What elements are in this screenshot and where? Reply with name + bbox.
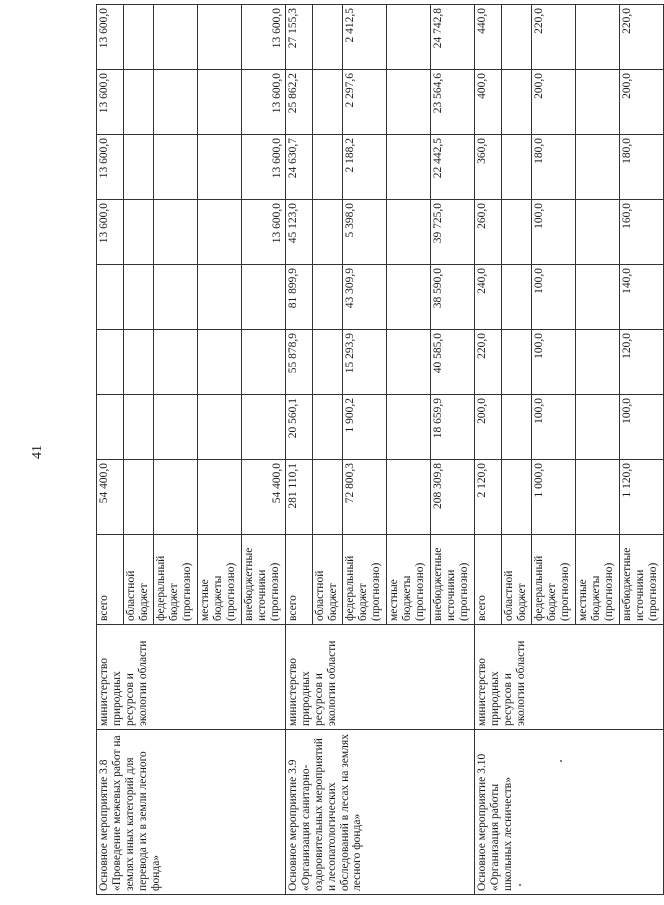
year-amount-cell <box>242 265 286 330</box>
year-amount-cell: 5 398,0 <box>343 200 387 265</box>
year-amount-cell <box>387 70 431 135</box>
year-amount-cell: 22 442,5 <box>431 135 475 200</box>
scan-speck <box>519 884 521 886</box>
year-amount-cell: 200,0 <box>532 70 576 135</box>
year-amount-cell <box>576 200 620 265</box>
year-amount-cell <box>502 5 532 70</box>
year-amount-cell <box>313 265 343 330</box>
financing-table <box>96 4 664 895</box>
rotated-table-region <box>96 8 659 895</box>
year-amount-cell: 55 878,9 <box>286 330 313 395</box>
total-amount-cell <box>154 460 198 535</box>
year-amount-cell <box>124 70 154 135</box>
year-amount-cell <box>576 395 620 460</box>
page-number: 41 <box>30 445 45 459</box>
year-amount-cell: 2 297,6 <box>343 70 387 135</box>
year-amount-cell: 100,0 <box>532 395 576 460</box>
year-amount-cell <box>97 265 124 330</box>
year-amount-cell: 15 293,9 <box>343 330 387 395</box>
year-amount-cell <box>313 395 343 460</box>
total-amount-cell: 208 309,8 <box>431 460 475 535</box>
year-amount-cell: 13 600,0 <box>97 70 124 135</box>
year-amount-cell <box>124 330 154 395</box>
funding-source-cell: всего <box>97 535 124 625</box>
total-amount-cell: 281 110,1 <box>286 460 313 535</box>
activity-name-cell: Основное мероприятие 3.10 «Организация работы школьных лесничеств» <box>475 730 664 895</box>
funding-source-cell: внебюджетные источники (прогнозно) <box>242 535 286 625</box>
year-amount-cell: 39 725,0 <box>431 200 475 265</box>
year-amount-cell <box>242 330 286 395</box>
year-amount-cell: 20 560,1 <box>286 395 313 460</box>
year-amount-cell <box>313 135 343 200</box>
year-amount-cell <box>313 5 343 70</box>
year-amount-cell: 23 564,6 <box>431 70 475 135</box>
year-amount-cell <box>124 265 154 330</box>
table-row <box>475 5 502 895</box>
year-amount-cell <box>198 395 242 460</box>
year-amount-cell: 2 412,5 <box>343 5 387 70</box>
year-amount-cell: 1 900,2 <box>343 395 387 460</box>
year-amount-cell: 120,0 <box>620 330 664 395</box>
executor-cell: министерство природных ресурсов и экологии области <box>475 625 664 730</box>
year-amount-cell: 18 659,9 <box>431 395 475 460</box>
year-amount-cell: 45 123,0 <box>286 200 313 265</box>
year-amount-cell: 160,0 <box>620 200 664 265</box>
year-amount-cell: 180,0 <box>532 135 576 200</box>
year-amount-cell <box>576 265 620 330</box>
activity-name-cell: Основное мероприятие 3.9 «Организация санитарно-оздоровительных мероприятий и лесопатологических обследований в лесах на землях лесного фонда» <box>286 730 475 895</box>
funding-source-cell: федеральный бюджет (прогнозно) <box>532 535 576 625</box>
year-amount-cell: 100,0 <box>532 330 576 395</box>
year-amount-cell <box>387 330 431 395</box>
year-amount-cell <box>198 5 242 70</box>
year-amount-cell: 100,0 <box>532 200 576 265</box>
total-amount-cell: 54 400,0 <box>242 460 286 535</box>
year-amount-cell <box>198 330 242 395</box>
funding-source-cell: всего <box>286 535 313 625</box>
year-amount-cell <box>198 200 242 265</box>
year-amount-cell: 13 600,0 <box>242 200 286 265</box>
year-amount-cell: 400,0 <box>475 70 502 135</box>
executor-cell: министерство природных ресурсов и экологии области <box>97 625 286 730</box>
year-amount-cell: 100,0 <box>620 395 664 460</box>
funding-source-cell: областной бюджет <box>502 535 532 625</box>
year-amount-cell: 25 862,2 <box>286 70 313 135</box>
year-amount-cell: 24 742,8 <box>431 5 475 70</box>
total-amount-cell: 1 120,0 <box>620 460 664 535</box>
year-amount-cell <box>576 5 620 70</box>
funding-source-cell: местные бюджеты (прогнозно) <box>198 535 242 625</box>
year-amount-cell: 220,0 <box>532 5 576 70</box>
year-amount-cell <box>198 135 242 200</box>
total-amount-cell <box>387 460 431 535</box>
year-amount-cell: 81 899,9 <box>286 265 313 330</box>
activity-name-cell: Основное мероприятие 3.8 «Проведение межевых работ на землях иных категорий для перевода их в земли лесного фонда» <box>97 730 286 895</box>
year-amount-cell <box>154 265 198 330</box>
year-amount-cell <box>313 70 343 135</box>
year-amount-cell <box>313 330 343 395</box>
year-amount-cell: 43 309,9 <box>343 265 387 330</box>
funding-source-cell: федеральный бюджет (прогнозно) <box>343 535 387 625</box>
year-amount-cell <box>502 330 532 395</box>
total-amount-cell: 54 400,0 <box>97 460 124 535</box>
year-amount-cell <box>97 395 124 460</box>
scan-speck <box>560 760 562 762</box>
total-amount-cell: 1 000,0 <box>532 460 576 535</box>
year-amount-cell: 200,0 <box>475 395 502 460</box>
total-amount-cell <box>313 460 343 535</box>
year-amount-cell <box>387 200 431 265</box>
table-row <box>286 5 313 895</box>
year-amount-cell <box>97 330 124 395</box>
year-amount-cell <box>313 200 343 265</box>
total-amount-cell: 72 800,3 <box>343 460 387 535</box>
funding-source-cell: всего <box>475 535 502 625</box>
year-amount-cell: 200,0 <box>620 70 664 135</box>
year-amount-cell: 13 600,0 <box>97 135 124 200</box>
year-amount-cell <box>154 200 198 265</box>
year-amount-cell: 13 600,0 <box>97 5 124 70</box>
year-amount-cell: 27 155,3 <box>286 5 313 70</box>
funding-source-cell: областной бюджет <box>313 535 343 625</box>
year-amount-cell: 100,0 <box>532 265 576 330</box>
funding-source-cell: внебюджетные источники (прогнозно) <box>431 535 475 625</box>
funding-source-cell: местные бюджеты (прогнозно) <box>387 535 431 625</box>
year-amount-cell <box>124 135 154 200</box>
year-amount-cell <box>154 70 198 135</box>
year-amount-cell: 240,0 <box>475 265 502 330</box>
year-amount-cell <box>154 395 198 460</box>
year-amount-cell <box>502 135 532 200</box>
year-amount-cell: 13 600,0 <box>97 200 124 265</box>
executor-cell: министерство природных ресурсов и экологии области <box>286 625 475 730</box>
year-amount-cell <box>576 330 620 395</box>
year-amount-cell <box>387 395 431 460</box>
total-amount-cell <box>502 460 532 535</box>
year-amount-cell <box>198 70 242 135</box>
year-amount-cell <box>502 265 532 330</box>
year-amount-cell <box>124 200 154 265</box>
year-amount-cell: 260,0 <box>475 200 502 265</box>
year-amount-cell: 360,0 <box>475 135 502 200</box>
year-amount-cell: 24 630,7 <box>286 135 313 200</box>
year-amount-cell: 440,0 <box>475 5 502 70</box>
year-amount-cell <box>124 395 154 460</box>
year-amount-cell <box>576 70 620 135</box>
year-amount-cell: 220,0 <box>620 5 664 70</box>
year-amount-cell: 38 590,0 <box>431 265 475 330</box>
year-amount-cell <box>502 200 532 265</box>
year-amount-cell: 13 600,0 <box>242 70 286 135</box>
year-amount-cell <box>154 5 198 70</box>
funding-source-cell: внебюджетные источники (прогнозно) <box>620 535 664 625</box>
total-amount-cell <box>198 460 242 535</box>
year-amount-cell: 13 600,0 <box>242 135 286 200</box>
year-amount-cell <box>502 70 532 135</box>
year-amount-cell <box>502 395 532 460</box>
table-row <box>97 5 124 895</box>
year-amount-cell: 180,0 <box>620 135 664 200</box>
total-amount-cell <box>124 460 154 535</box>
year-amount-cell: 140,0 <box>620 265 664 330</box>
year-amount-cell <box>154 135 198 200</box>
funding-source-cell: областной бюджет <box>124 535 154 625</box>
year-amount-cell <box>198 265 242 330</box>
year-amount-cell <box>124 5 154 70</box>
total-amount-cell: 2 120,0 <box>475 460 502 535</box>
year-amount-cell: 13 600,0 <box>242 5 286 70</box>
year-amount-cell: 2 188,2 <box>343 135 387 200</box>
year-amount-cell <box>387 135 431 200</box>
table-body <box>97 5 664 895</box>
year-amount-cell: 220,0 <box>475 330 502 395</box>
year-amount-cell <box>576 135 620 200</box>
funding-source-cell: местные бюджеты (прогнозно) <box>576 535 620 625</box>
year-amount-cell <box>242 395 286 460</box>
funding-source-cell: федеральный бюджет (прогнозно) <box>154 535 198 625</box>
total-amount-cell <box>576 460 620 535</box>
year-amount-cell <box>387 265 431 330</box>
year-amount-cell <box>387 5 431 70</box>
year-amount-cell: 40 585,0 <box>431 330 475 395</box>
year-amount-cell <box>154 330 198 395</box>
